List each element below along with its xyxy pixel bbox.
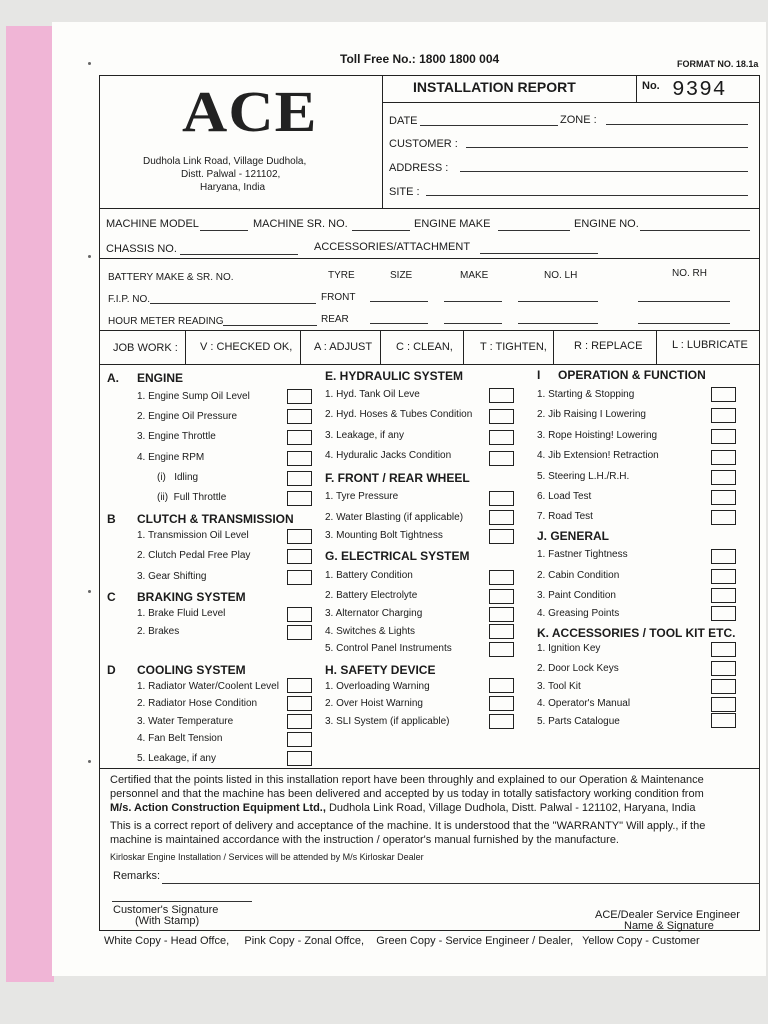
machine-sr-no-field[interactable]: [352, 217, 410, 231]
report-no-label: No.: [642, 80, 660, 92]
company-address: Dudhola Link Road, Village Dudhola, Distt. Palwal - 121102, Haryana, India: [325, 802, 696, 814]
customer-stamp-label: (With Stamp): [135, 915, 200, 927]
section-a-letter: A.: [107, 371, 119, 385]
divider: [382, 75, 383, 209]
company-name: M/s. Action Construction Equipment Ltd.,: [110, 802, 326, 814]
divider: [553, 330, 554, 364]
divider: [99, 364, 760, 365]
company-address-line-2: Distt. Palwal - 121102,: [181, 169, 281, 180]
section-i-letter: I: [537, 368, 541, 382]
engineer-signature-label: ACE/Dealer Service Engineer: [595, 909, 740, 921]
no-lh-label: NO. LH: [544, 270, 578, 281]
company-address-line-3: Haryana, India: [200, 182, 266, 193]
checkbox[interactable]: [711, 642, 736, 657]
kirloskar-note: Kirloskar Engine Installation / Services will be attended by M/s Kirloskar Dealer: [110, 852, 424, 862]
job-code-lubricate: L : LUBRICATE: [672, 339, 748, 351]
fip-no-field[interactable]: [150, 290, 316, 304]
certification-line-2: personnel and that the machine has been delivered and accepted by us today in totally satisfactory working condition from: [110, 788, 704, 800]
no-rh-label: NO. RH: [672, 268, 707, 279]
job-code-replace: R : REPLACE: [574, 340, 643, 352]
checkbox[interactable]: [489, 642, 514, 657]
checkbox[interactable]: [489, 589, 514, 604]
remarks-label: Remarks:: [113, 870, 161, 882]
divider: [380, 330, 381, 364]
section-c-title: BRAKING SYSTEM: [137, 590, 246, 604]
checklist-item: 4. Switches & Lights: [325, 626, 416, 637]
checklist-item: 4. Hyduralic Jacks Condition: [325, 450, 452, 461]
front-make-field[interactable]: [444, 288, 502, 302]
checkbox[interactable]: [711, 569, 736, 584]
checklist-item: 2. Battery Electrolyte: [325, 590, 418, 601]
tyre-label: TYRE: [328, 270, 355, 281]
checklist-item: 2. Cabin Condition: [537, 570, 620, 581]
checkbox[interactable]: [489, 714, 514, 729]
address-label: ADDRESS :: [389, 162, 449, 174]
checkbox[interactable]: [711, 588, 736, 603]
section-b-title: CLUTCH & TRANSMISSION: [137, 512, 294, 526]
checklist-item: 1. Fastner Tightness: [537, 549, 628, 560]
divider: [185, 330, 186, 364]
checklist-item: 5. Control Panel Instruments: [325, 643, 452, 654]
checkbox[interactable]: [711, 408, 736, 423]
site-label: SITE :: [389, 186, 420, 198]
format-number: FORMAT NO. 18.1a: [677, 59, 759, 69]
checkbox[interactable]: [711, 490, 736, 505]
checklist-item: 1. Hyd. Tank Oil Leve: [325, 389, 420, 400]
checklist-item: 4. Fan Belt Tension: [137, 733, 223, 744]
checkbox[interactable]: [287, 732, 312, 747]
section-h-title: H. SAFETY DEVICE: [325, 663, 436, 677]
checkbox[interactable]: [711, 549, 736, 564]
binder-hole: [88, 590, 91, 593]
checklist-item: 7. Road Test: [537, 511, 593, 522]
checklist-item: 1. Overloading Warning: [325, 681, 430, 692]
engine-make-field[interactable]: [498, 217, 570, 231]
checkbox[interactable]: [287, 678, 312, 693]
checklist-item: 2. Over Hoist Warning: [325, 698, 423, 709]
job-code-checked: V : CHECKED OK,: [200, 341, 293, 353]
customer-signature-field[interactable]: [112, 887, 252, 902]
checklist-item: 3. Mounting Bolt Tightness: [325, 530, 443, 541]
engine-no-label: ENGINE NO.: [574, 218, 639, 230]
certification-line-3: [110, 802, 695, 814]
checklist-item: 2. Door Lock Keys: [537, 663, 619, 674]
make-label: MAKE: [460, 270, 489, 281]
job-code-tighten: T : TIGHTEN,: [480, 341, 547, 353]
machine-sr-no-label: MACHINE SR. NO.: [253, 218, 348, 230]
accessories-field[interactable]: [480, 240, 598, 254]
checklist-item: 4. Jib Extension! Retraction: [537, 450, 659, 461]
address-field[interactable]: [460, 158, 748, 172]
checklist-item: 4. Greasing Points: [537, 608, 620, 619]
checkbox[interactable]: [287, 696, 312, 711]
remarks-field[interactable]: [162, 868, 760, 884]
rear-label: REAR: [321, 314, 349, 325]
hour-meter-label: HOUR METER READING: [108, 316, 224, 327]
checklist-item: 1. Battery Condition: [325, 570, 413, 581]
customer-signature-label: Customer's Signature: [113, 904, 219, 916]
checklist-item: 1. Engine Sump Oil Level: [137, 391, 250, 402]
checklist-item: 5. Leakage, if any: [137, 753, 216, 764]
checklist-item: (i) Idling: [157, 472, 199, 483]
zone-label: ZONE :: [560, 114, 597, 126]
section-f-title: F. FRONT / REAR WHEEL: [325, 471, 470, 485]
checklist-item: 2. Jib Raising I Lowering: [537, 409, 646, 420]
front-size-field[interactable]: [370, 288, 428, 302]
checkbox[interactable]: [287, 751, 312, 766]
checklist-item: 3. Rope Hoisting! Lowering: [537, 430, 658, 441]
toll-free-number: Toll Free No.: 1800 1800 004: [340, 52, 500, 66]
checklist-item: 3. SLI System (if applicable): [325, 716, 450, 727]
section-a-title: ENGINE: [137, 371, 184, 385]
binder-hole: [88, 760, 91, 763]
checkbox[interactable]: [711, 387, 736, 402]
checkbox[interactable]: [489, 409, 514, 424]
checklist-item: 2. Hyd. Hoses & Tubes Condition: [325, 409, 473, 420]
ace-logo: ACE: [182, 79, 318, 144]
front-no-rh-field[interactable]: [638, 288, 730, 302]
divider: [99, 330, 760, 331]
checklist-item: 3. Gear Shifting: [137, 571, 207, 582]
machine-model-label: MACHINE MODEL: [106, 218, 199, 230]
battery-label: BATTERY MAKE & SR. NO.: [108, 272, 234, 283]
section-g-title: G. ELECTRICAL SYSTEM: [325, 549, 470, 563]
checklist-item: 3. Leakage, if any: [325, 430, 404, 441]
checklist-item: 2. Radiator Hose Condition: [137, 698, 258, 709]
checkbox[interactable]: [711, 510, 736, 525]
accessories-label: ACCESSORIES/ATTACHMENT: [314, 241, 471, 253]
chassis-no-field[interactable]: [180, 241, 298, 255]
engineer-name-label: Name & Signature: [624, 920, 714, 932]
checklist-item: 5. Steering L.H./R.H.: [537, 471, 630, 482]
checklist-item: 1. Transmission Oil Level: [137, 530, 249, 541]
checkbox[interactable]: [489, 388, 514, 403]
checkbox[interactable]: [489, 678, 514, 693]
hour-meter-field[interactable]: [223, 312, 317, 326]
warranty-line-1: This is a correct report of delivery and acceptance of the machine. It is understood that the "WARRANTY" Will apply., if the: [110, 820, 706, 832]
fip-no-label: F.I.P. NO.: [108, 294, 151, 305]
checkbox[interactable]: [711, 606, 736, 621]
rear-no-lh-field[interactable]: [518, 310, 598, 324]
checklist-item: 1. Ignition Key: [537, 643, 601, 654]
company-address-line-1: Dudhola Link Road, Village Dudhola,: [143, 156, 307, 167]
section-d-letter: D: [107, 663, 116, 677]
zone-field[interactable]: [606, 111, 748, 125]
checklist-item: 1. Tyre Pressure: [325, 491, 399, 502]
divider: [99, 208, 760, 209]
checkbox[interactable]: [287, 409, 312, 424]
checklist-item: 6. Load Test: [537, 491, 592, 502]
certification-line-1: Certified that the points listed in this installation report have been throughly and explained to our Operation & Maintenance: [110, 774, 704, 786]
rear-no-rh-field[interactable]: [638, 310, 730, 324]
checklist-item: 3. Alternator Charging: [325, 608, 423, 619]
front-label: FRONT: [321, 292, 356, 303]
checkbox[interactable]: [711, 470, 736, 485]
section-i-title: OPERATION & FUNCTION: [558, 368, 706, 382]
checklist-item: 3. Water Temperature: [137, 716, 234, 727]
checklist-item: 3. Engine Throttle: [137, 431, 216, 442]
binder-hole: [88, 62, 91, 65]
customer-field[interactable]: [466, 134, 748, 148]
engine-make-label: ENGINE MAKE: [414, 218, 491, 230]
site-field[interactable]: [426, 182, 748, 196]
customer-label: CUSTOMER :: [389, 138, 458, 150]
job-code-adjust: A : ADJUST: [314, 341, 373, 353]
checkbox[interactable]: [287, 625, 312, 640]
copy-distribution: White Copy - Head Offce, Pink Copy - Zonal Offce, Green Copy - Service Engineer / Dealer, Yellow Copy - Customer: [104, 935, 700, 947]
size-label: SIZE: [390, 270, 413, 281]
checkbox[interactable]: [489, 430, 514, 445]
divider: [656, 330, 657, 364]
machine-model-field[interactable]: [200, 217, 248, 231]
section-j-title: J. GENERAL: [537, 529, 610, 543]
checkbox[interactable]: [711, 679, 736, 694]
checkbox[interactable]: [489, 451, 514, 466]
checkbox[interactable]: [287, 471, 312, 486]
checklist-item: 4. Operator's Manual: [537, 698, 631, 709]
checklist-item: (ii) Full Throttle: [157, 492, 227, 503]
checklist-item: 1. Radiator Water/Coolent Level: [137, 681, 279, 692]
checkbox[interactable]: [287, 714, 312, 729]
checkbox[interactable]: [489, 570, 514, 585]
checkbox[interactable]: [489, 696, 514, 711]
report-number: 9394: [672, 79, 727, 102]
warranty-line-2: machine is maintained accordance with the instruction / operator's manual furnished by the manufacture.: [110, 834, 619, 846]
date-label: DATE: [389, 115, 418, 127]
checkbox[interactable]: [287, 491, 312, 506]
rear-size-field[interactable]: [370, 310, 428, 324]
checkbox[interactable]: [711, 661, 736, 676]
job-work-label: JOB WORK :: [113, 342, 178, 354]
checkbox[interactable]: [489, 607, 514, 622]
divider: [463, 330, 464, 364]
checklist-item: 3. Paint Condition: [537, 590, 616, 601]
divider: [636, 75, 637, 103]
pink-copy-edge: [6, 26, 54, 982]
binder-hole: [88, 255, 91, 258]
checklist-item: 3. Tool Kit: [537, 681, 581, 692]
checkbox[interactable]: [287, 607, 312, 622]
section-k-title: K. ACCESSORIES / TOOL KIT ETC.: [537, 626, 736, 640]
divider: [382, 102, 760, 103]
checkbox[interactable]: [489, 624, 514, 639]
checklist-item: 5. Parts Catalogue: [537, 716, 620, 727]
job-code-clean: C : CLEAN,: [396, 341, 453, 353]
checkbox[interactable]: [711, 713, 736, 728]
engine-no-field[interactable]: [640, 217, 750, 231]
checkbox[interactable]: [489, 529, 514, 544]
checkbox[interactable]: [489, 510, 514, 525]
checkbox[interactable]: [711, 697, 736, 712]
checklist-item: 2. Brakes: [137, 626, 180, 637]
checkbox[interactable]: [711, 429, 736, 444]
checkbox[interactable]: [287, 451, 312, 466]
divider: [99, 768, 760, 769]
divider: [99, 258, 760, 259]
rear-make-field[interactable]: [444, 310, 502, 324]
checkbox[interactable]: [489, 491, 514, 506]
section-e-title: E. HYDRAULIC SYSTEM: [325, 369, 464, 383]
checkbox[interactable]: [287, 549, 312, 564]
checklist-item: 4. Engine RPM: [137, 452, 205, 463]
section-d-title: COOLING SYSTEM: [137, 663, 246, 677]
chassis-no-label: CHASSIS NO.: [106, 243, 177, 255]
checkbox[interactable]: [287, 389, 312, 404]
checklist-item: 1. Brake Fluid Level: [137, 608, 226, 619]
checklist-item: 2. Water Blasting (if applicable): [325, 512, 464, 523]
section-b-letter: B: [107, 512, 116, 526]
checklist-item: 1. Starting & Stopping: [537, 389, 635, 400]
section-c-letter: C: [107, 590, 116, 604]
checkbox[interactable]: [287, 430, 312, 445]
checkbox[interactable]: [287, 529, 312, 544]
checklist-item: 2. Clutch Pedal Free Play: [137, 550, 251, 561]
front-no-lh-field[interactable]: [518, 288, 598, 302]
report-title: INSTALLATION REPORT: [413, 79, 576, 95]
checkbox[interactable]: [711, 450, 736, 465]
checklist-item: 2. Engine Oil Pressure: [137, 411, 238, 422]
date-field[interactable]: [420, 112, 558, 126]
checkbox[interactable]: [287, 570, 312, 585]
divider: [300, 330, 301, 364]
